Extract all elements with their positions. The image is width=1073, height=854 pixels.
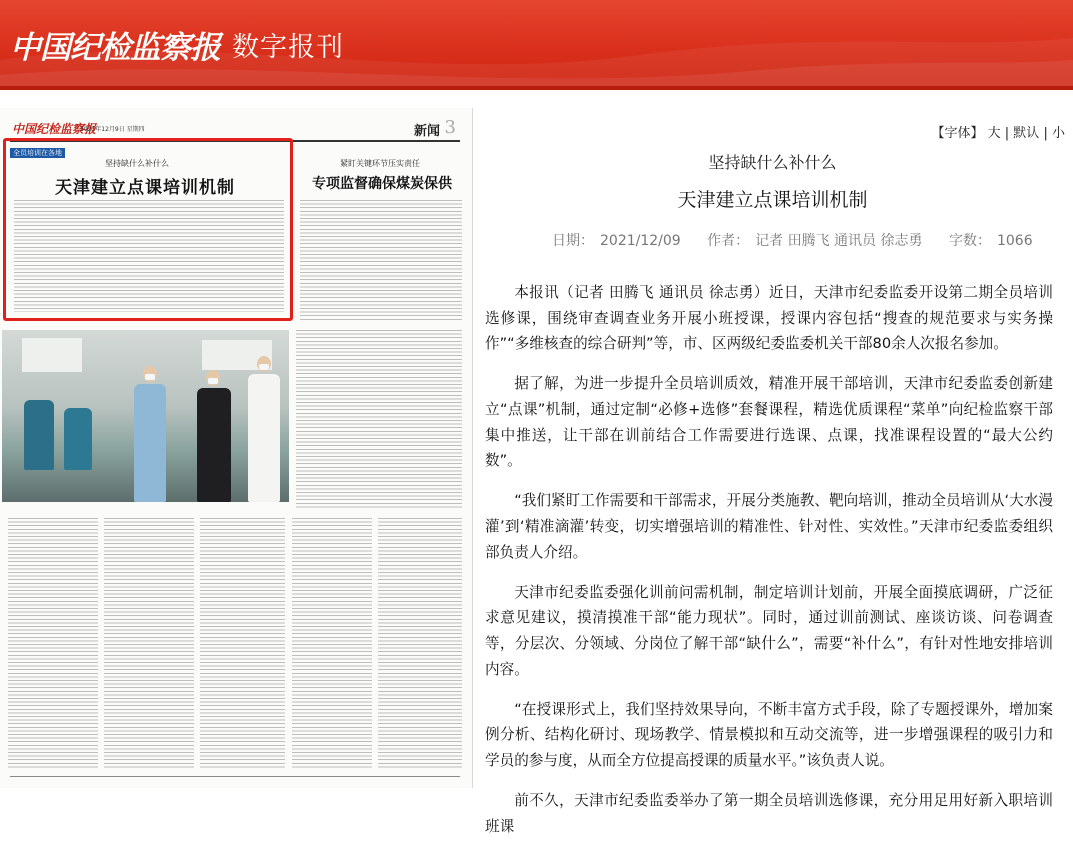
news-photo [2, 330, 289, 502]
font-label: 【字体】 [931, 126, 984, 141]
lower-text-col-3 [200, 518, 285, 770]
article-paragraph: 本报讯（记者 田腾飞 通讯员 徐志勇）近日，天津市纪委监委开设第二期全员培训选修课，围绕审查调查业务开展小班授课，授课内容包括“搜查的规范要求与实务操作”“多维核查的综合研判”等，市、区两级纪委监委机关干部80余人次报名参加。 [485, 284, 1053, 353]
newspaper-page-image[interactable] [0, 108, 473, 788]
brand-subtitle: 数字报刊 [232, 31, 344, 63]
font-large-link[interactable]: 大 [987, 126, 1001, 141]
article-paragraph: 天津市纪委监委强化训前问需机制，制定培训计划前，开展全面摸底调研，广泛征求意见建议，摸清摸准干部“能力现状”。同时，通过训前测试、座谈访谈、问卷调查等，分层次、分领域、分岗位了解干部“缺什么”，需要“补什么”，有针对性地安排培训内容。 [485, 583, 1053, 678]
paper-article-title[interactable]: 天津建立点课培训机制 [55, 178, 235, 198]
font-separator-2: | [1043, 126, 1048, 141]
article-word-count: 1066 [996, 233, 1033, 249]
article-paragraph: “我们紧盯工作需要和干部需求，开展分类施教、靶向培训，推动全员培训从‘大水漫灌’到‘精准滴灌’转变，切实增强培训的精准性、针对性、实效性。”天津市纪委监委组织部负责人介绍。 [485, 492, 1053, 561]
font-default-link[interactable]: 默认 [1013, 126, 1040, 141]
brand-logo[interactable]: 中国纪检监察报 [10, 29, 220, 66]
article-title: 天津建立点课培训机制 [677, 189, 868, 211]
article2-text-block [300, 200, 462, 320]
site-header [0, 0, 1073, 90]
font-size-controls [931, 122, 1065, 141]
lower-text-col-2 [104, 518, 194, 770]
paper-article2-kicker: 紧盯关键环节压实责任 [340, 159, 420, 168]
article3-text-block [296, 330, 462, 510]
article-paragraph: 前不久，天津市纪委监委举办了第一期全员培训选修课，充分用足用好新入职培训班课 [485, 792, 1053, 835]
article-paragraph: “在授课形式上，我们坚持效果导向，不断丰富方式手段，除了专题授课外，增加案例分析、结构化研讨、现场教学、情景模拟和互动交流等，进一步增强课程的吸引力和学员的参与度，从而全方位提高授课的质量水平。”该负责人说。 [485, 700, 1053, 769]
lower-text-col-1 [8, 518, 98, 770]
date-label: 日期： [552, 233, 594, 249]
header-bottom-bar [0, 86, 1073, 90]
words-label: 字数： [948, 233, 991, 249]
paper-section: 新闻 [413, 124, 440, 139]
article-kicker: 坚持缺什么补什么 [708, 153, 837, 172]
paper-logo: 中国纪检监察报 [12, 122, 97, 136]
font-separator-1: | [1004, 126, 1010, 141]
author-label: 作者： [707, 233, 750, 249]
paper-article2-title[interactable]: 专项监督确保煤炭保供 [312, 176, 452, 192]
article-meta [552, 230, 1039, 250]
font-small-link[interactable]: 小 [1051, 126, 1065, 141]
brand[interactable] [10, 22, 344, 66]
paper-footer [10, 776, 460, 787]
article-paragraph: 据了解，为进一步提升全员培训质效，精准开展干部培训，天津市纪委监委创新建立“点课”机制，通过定制“必修+选修”套餐课程，精选优质课程“菜单”向纪检监察干部集中推送，让干部在训前结合工作需要进行选课、点课，找准课程设置的“最大公约数”。 [485, 375, 1053, 470]
article-text-block [14, 200, 284, 312]
paper-article-kicker: 坚持缺什么补什么 [105, 159, 169, 168]
paper-date: 2021年12月9日 星期四 [80, 126, 145, 133]
lower-text-col-4 [292, 518, 372, 770]
article-author: 记者 田腾飞 通讯员 徐志勇 [755, 233, 923, 249]
article-column-tag: 全员培训在各地 [10, 148, 65, 158]
article-body [485, 280, 1053, 854]
paper-page-number: 3 [444, 117, 456, 138]
article-date: 2021/12/09 [600, 233, 681, 249]
lower-text-col-5 [378, 518, 462, 770]
